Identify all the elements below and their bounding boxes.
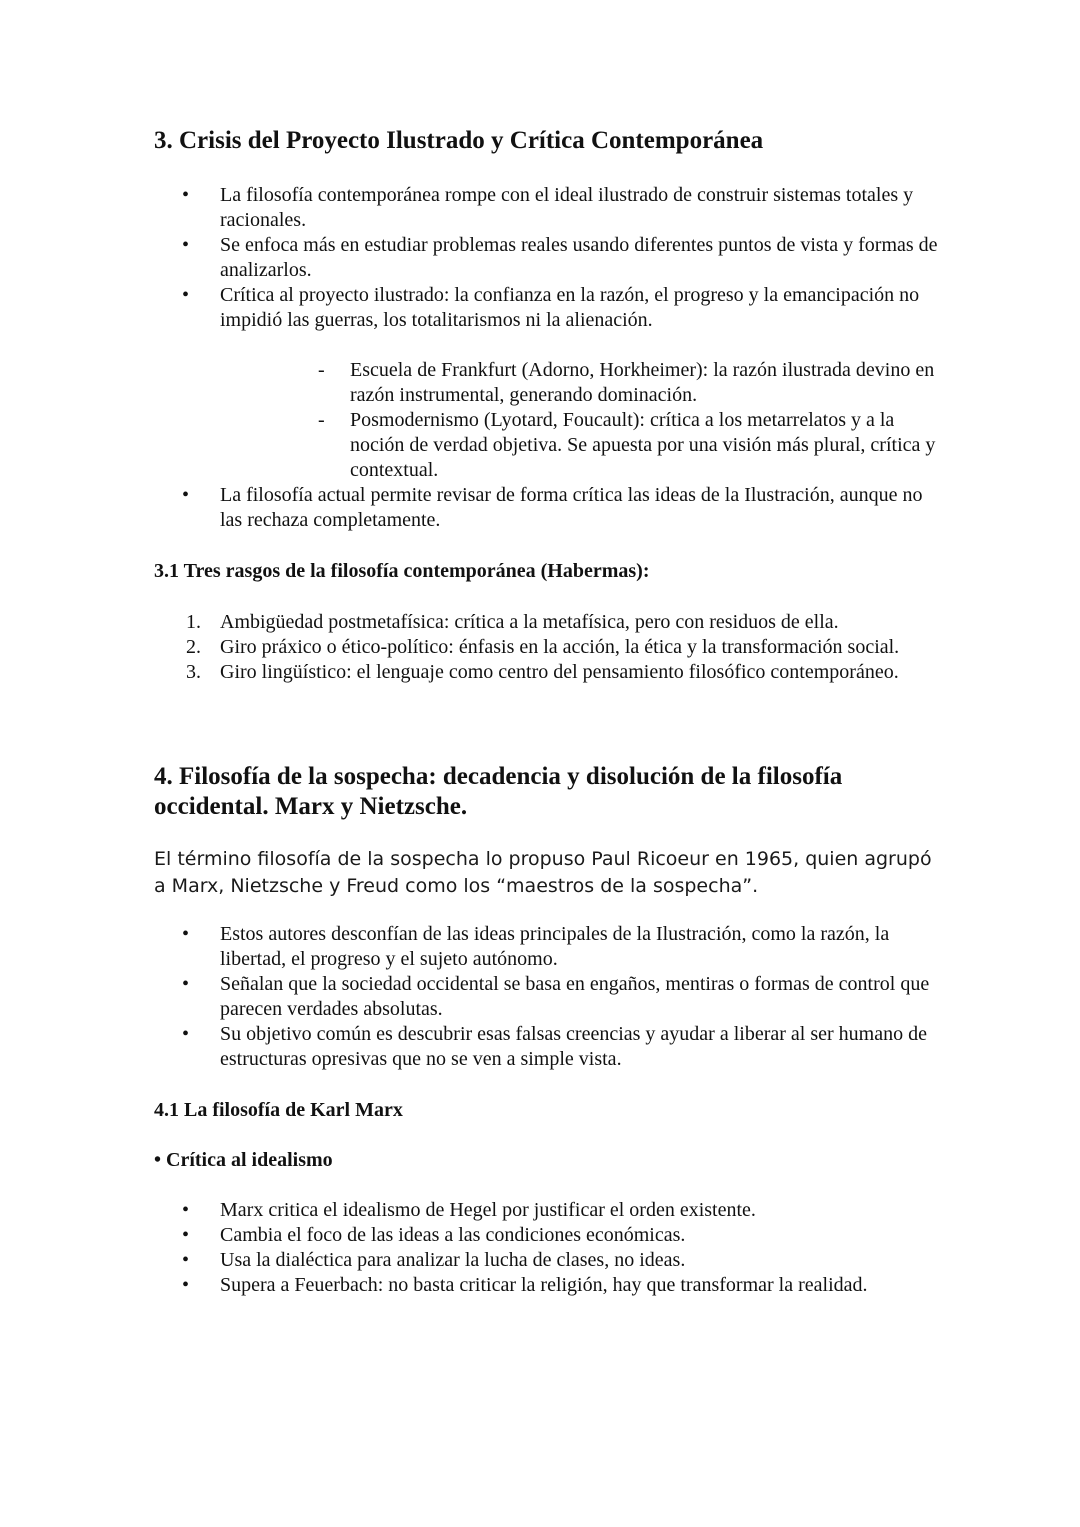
list-item xyxy=(154,635,944,660)
list-item: • Marx critica el idealismo de Hegel por justificar el orden existente. xyxy=(154,1198,944,1223)
list-item-text: Ambigüedad postmetafísica: crítica a la metafísica, pero con residuos de ella. xyxy=(220,611,839,633)
list-item xyxy=(154,660,944,685)
list-number: 2. xyxy=(186,636,201,658)
list-item-text: Giro práxico o ético-político: énfasis en la acción, la ética y la transformación social. xyxy=(220,636,900,658)
idealism-critique-subheading: • Crítica al idealismo xyxy=(154,1149,333,1171)
section-4-1-heading: 4.1 La filosofía de Karl Marx xyxy=(154,1099,403,1121)
list-item-text: Giro lingüístico: el lenguaje como centro del pensamiento filosófico contemporáneo. xyxy=(220,661,899,683)
list-item: • Señalan que la sociedad occidental se basa en engaños, mentiras o formas de control que parecen verdades absolutas. xyxy=(154,972,944,1022)
list-item: - Escuela de Frankfurt (Adorno, Horkheimer): la razón ilustrada devino en razón instrumental, generando dominación. xyxy=(154,358,944,408)
list-number: 3. xyxy=(186,661,201,683)
section-3-bullet-list xyxy=(154,183,944,333)
list-item: • Estos autores desconfían de las ideas principales de la Ilustración, como la razón, la libertad, el progreso y el sujeto autónomo. xyxy=(154,922,944,972)
list-item: • Crítica al proyecto ilustrado: la confianza en la razón, el progreso y la emancipación no impidió las guerras, los totalitarismos ni la alienación. xyxy=(154,283,944,333)
section-3-1-numbered-list xyxy=(154,610,944,685)
section-4-bullet-list xyxy=(154,922,944,1072)
list-item: - Posmodernismo (Lyotard, Foucault): crítica a los metarrelatos y a la noción de verdad objetiva. Se apuesta por una visión más plural, crítica y contextual. xyxy=(154,408,944,483)
list-number: 1. xyxy=(186,611,201,633)
section-3-heading: 3. Crisis del Proyecto Ilustrado y Crítica Contemporánea xyxy=(154,127,764,154)
list-item: • La filosofía actual permite revisar de forma crítica las ideas de la Ilustración, aunque no las rechaza completamente. xyxy=(154,483,944,533)
list-item: • Su objetivo común es descubrir esas falsas creencias y ayudar a liberar al ser humano de estructuras opresivas que no se ven a simple vista. xyxy=(154,1022,944,1072)
document-page xyxy=(154,126,944,1298)
section-4-heading xyxy=(154,762,944,822)
list-item: • La filosofía contemporánea rompe con el ideal ilustrado de construir sistemas totales y racionales. xyxy=(154,183,944,233)
list-item: • Se enfoca más en estudiar problemas reales usando diferentes puntos de vista y formas de analizarlos. xyxy=(154,233,944,283)
section-3-1-heading: 3.1 Tres rasgos de la filosofía contemporánea (Habermas): xyxy=(154,560,650,582)
section-4-heading-line-2: occidental. Marx y Nietzsche. xyxy=(154,793,468,820)
list-item: • Supera a Feuerbach: no basta criticar la religión, hay que transformar la realidad. xyxy=(154,1273,944,1298)
section-4-1-bullet-list xyxy=(154,1198,944,1298)
section-3-sub-list xyxy=(154,358,944,483)
section-3-last-bullet xyxy=(154,483,944,533)
section-4-intro: El término filosofía de la sospecha lo propuso Paul Ricoeur en 1965, quien agrupó a Marx, Nietzsche y Freud como los “maestros de la sospecha”. xyxy=(154,848,932,897)
list-item: • Cambia el foco de las ideas a las condiciones económicas. xyxy=(154,1223,944,1248)
list-item: • Usa la dialéctica para analizar la lucha de clases, no ideas. xyxy=(154,1248,944,1273)
list-item xyxy=(154,610,944,635)
section-4-heading-line-1: 4. Filosofía de la sospecha: decadencia y disolución de la filosofía xyxy=(154,763,843,790)
